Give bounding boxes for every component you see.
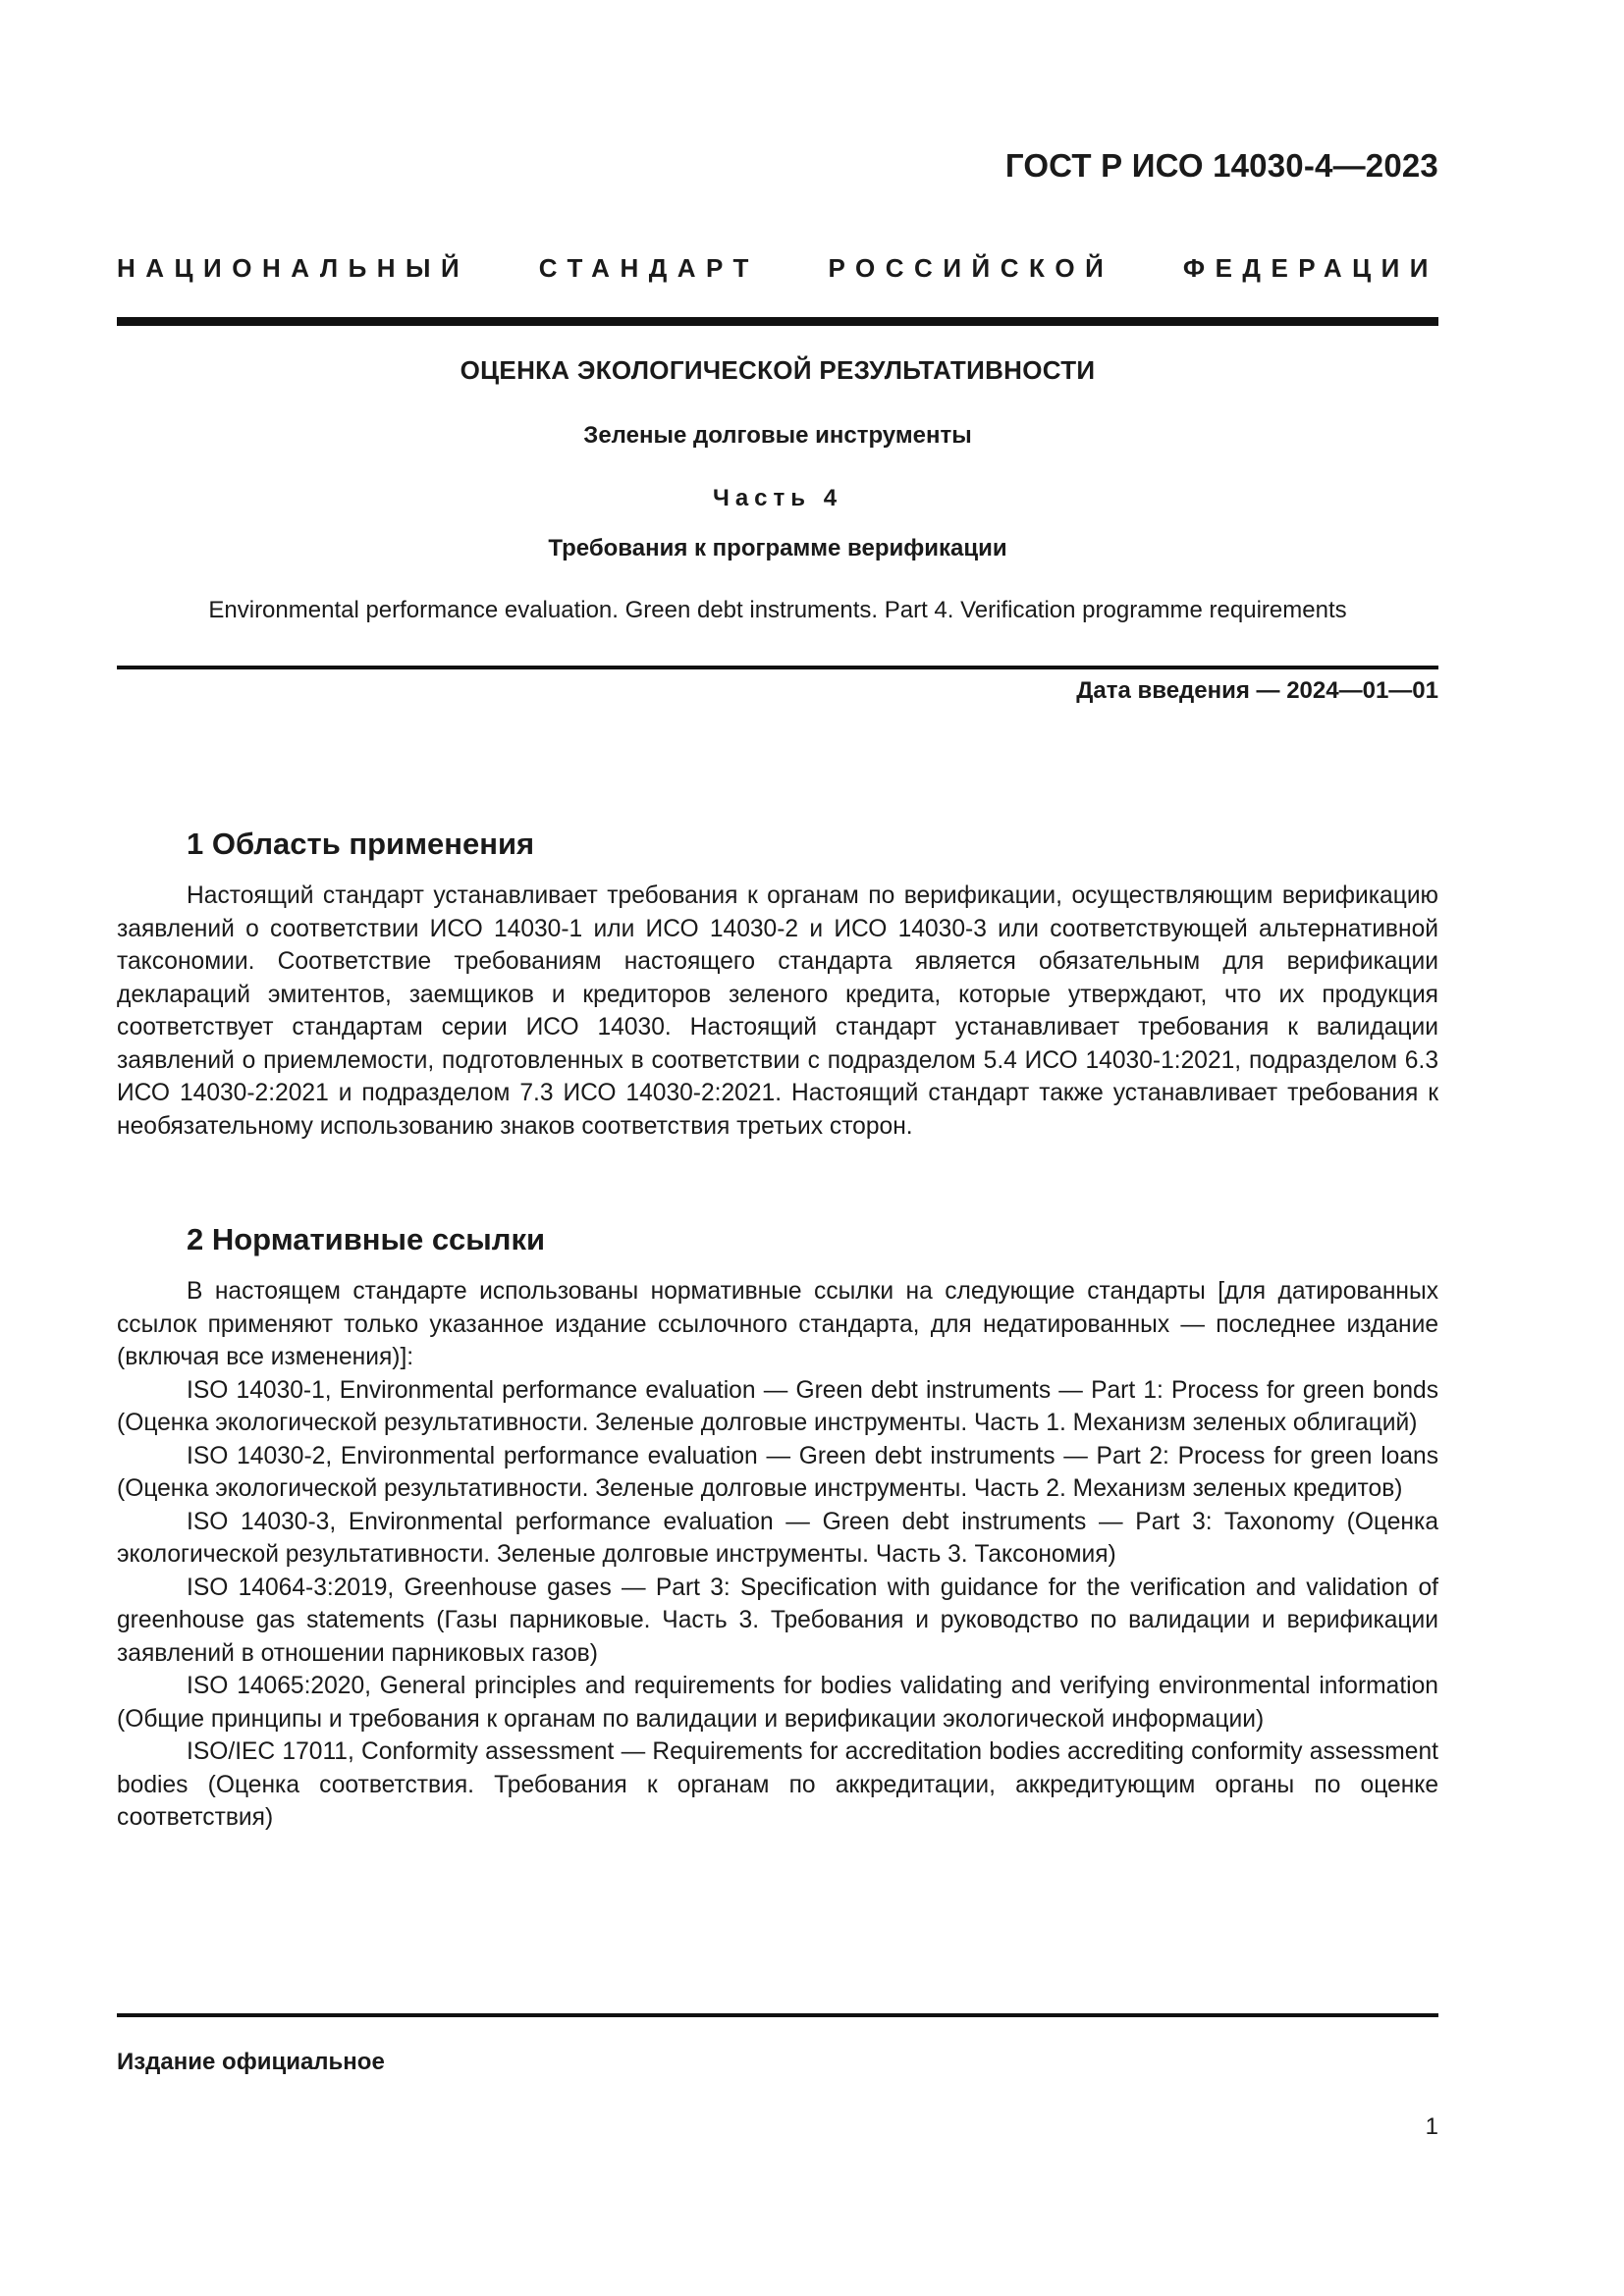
- english-title: Environmental performance evaluation. Green debt instruments. Part 4. Verification programme requirements: [208, 597, 1347, 623]
- document-number: ГОСТ Р ИСО 14030-4—2023: [1004, 147, 1438, 184]
- reference-item: ISO 14030-3, Environmental performance evaluation — Green debt instruments — Part 3: Taxonomy (Оценка экологической результативности. Зеленые долговые инструменты. Часть 3. Таксономия): [117, 1508, 1438, 1568]
- header-rule: [117, 317, 1438, 326]
- reference-item: ISO 14030-2, Environmental performance evaluation — Green debt instruments — Part 2: Process for green loans (Оценка экологической результативности. Зеленые долговые инструменты. Часть 2. Механизм зеленых кредитов): [117, 1442, 1438, 1502]
- paragraph: Настоящий стандарт устанавливает требования к органам по верификации, осуществляющим верификацию заявлений о соответствии ИСО 14030-1 или ИСО 14030-2 и ИСО 14030-3 или соответствующей альтернативной таксономии. Соответствие требованиям настоящего стандарта является обязательным для верификации деклараций эмитентов, заемщиков и кредиторов зеленого кредита, которые утверждают, что их продукция соответствует стандартам серии ИСО 14030. Настоящий стандарт устанавливает требования к валидации заявлений о приемлемости, подготовленных в соответствии с подразделом 5.4 ИСО 14030-1:2021, подразделом 6.3 ИСО 14030-2:2021 и подразделом 7.3 ИСО 14030-2:2021. Настоящий стандарт также устанавливает требования к необязательному использованию знаков соответствия третьих сторон.: [117, 882, 1438, 1140]
- section-heading: 1 Область применения: [187, 827, 535, 861]
- section-normative-references: [117, 1222, 1438, 1835]
- section-scope: [117, 827, 1438, 1143]
- reference-item: ISO 14030-1, Environmental performance evaluation — Green debt instruments — Part 1: Process for green bonds (Оценка экологической результативности. Зеленые долговые инструменты. Часть 1. Механизм зеленых облигаций): [117, 1376, 1438, 1436]
- national-standard-banner: НАЦИОНАЛЬНЫЙ СТАНДАРТ РОССИЙСКОЙ ФЕДЕРАЦИИ: [117, 253, 1438, 283]
- part-label: Часть 4: [712, 485, 843, 511]
- main-title: ОЦЕНКА ЭКОЛОГИЧЕСКОЙ РЕЗУЛЬТАТИВНОСТИ: [460, 355, 1096, 385]
- page-number: 1: [1425, 2113, 1438, 2140]
- section-heading: 2 Нормативные ссылки: [187, 1222, 546, 1256]
- title-rule: [117, 666, 1438, 669]
- reference-item: ISO/IEC 17011, Conformity assessment — Requirements for accreditation bodies accrediting conformity assessment bodies (Оценка соответствия. Требования к органам по аккредитации, аккредитующим органы по оценке соответствия): [117, 1738, 1438, 1831]
- subtitle: Зеленые долговые инструменты: [583, 422, 972, 449]
- paragraph: В настоящем стандарте использованы нормативные ссылки на следующие стандарты [для датированных ссылок применяют только указанное издание ссылочного стандарта, для недатированных — последнее издание (включая все изменения)]:: [117, 1278, 1438, 1370]
- part-title: Требования к программе верификации: [548, 535, 1007, 561]
- reference-item: ISO 14065:2020, General principles and requirements for bodies validating and verifying environmental information (Общие принципы и требования к органам по валидации и верификации экологической информации): [117, 1673, 1438, 1733]
- official-edition-label: Издание официальное: [117, 2049, 385, 2075]
- reference-item: ISO 14064-3:2019, Greenhouse gases — Part 3: Specification with guidance for the verification and validation of greenhouse gas statements (Газы парниковые. Часть 3. Требования и руководство по валидации и верификации заявлений в отношении парниковых газов): [117, 1574, 1438, 1667]
- introduction-date: Дата введения — 2024—01—01: [1076, 677, 1438, 704]
- footer-rule: [117, 2013, 1438, 2017]
